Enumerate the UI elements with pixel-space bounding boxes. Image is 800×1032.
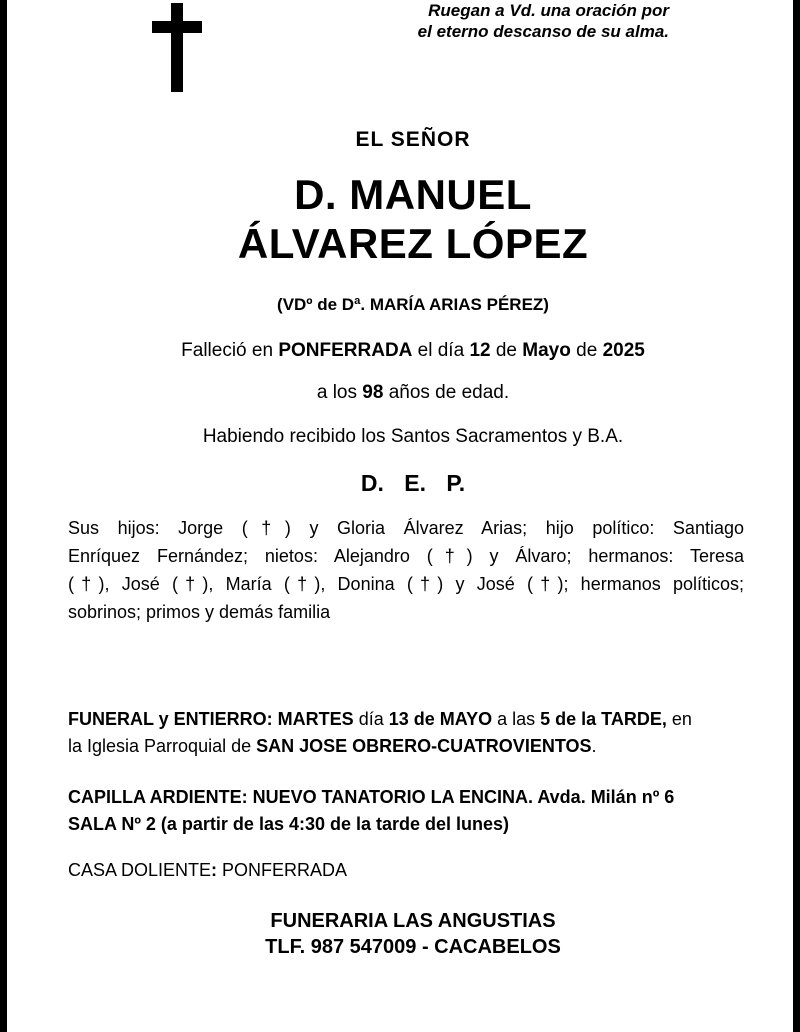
- widow-note: (VDº de Dª. MARÍA ARIAS PÉREZ): [277, 295, 549, 314]
- prayer-request: [0, 0, 669, 42]
- family-line-3: (†), José (†), María (†), Donina (†) y José (†); hermanos políticos;: [68, 574, 744, 594]
- prayer-line-2: el eterno descanso de su alma.: [417, 22, 669, 41]
- funeral-home-phone: TLF. 987 547009 - CACABELOS: [265, 936, 561, 958]
- family-paragraph: [68, 514, 744, 626]
- deceased-name-line2: ÁLVAREZ LÓPEZ: [237, 220, 589, 267]
- deceased-name-line1: D. MANUEL: [294, 171, 532, 218]
- right-border-bar: [793, 0, 800, 1032]
- funeral-line-2: la Iglesia Parroquial de SAN JOSE OBRERO-CUATROVIENTOS.: [68, 736, 597, 756]
- funeral-home-footer: [68, 908, 758, 960]
- age-line: a los 98 años de edad.: [316, 382, 510, 403]
- mourning-house-line: CASA DOLIENTE: PONFERRADA: [68, 860, 348, 880]
- chapel-info: [68, 784, 744, 838]
- dep-abbreviation: D. E. P.: [360, 470, 466, 496]
- left-border-bar: [0, 0, 7, 1032]
- funeral-line-1: FUNERAL y ENTIERRO: MARTES día 13 de MAYO a las 5 de la TARDE, en: [68, 709, 692, 729]
- deceased-name: [68, 170, 758, 268]
- death-info-line: Falleció en PONFERRADA el día 12 de Mayo de 2025: [181, 340, 645, 361]
- prayer-line-1: Ruegan a Vd. una oración por: [428, 1, 669, 20]
- funeral-home-name: FUNERARIA LAS ANGUSTIAS: [270, 910, 556, 932]
- chapel-line-2: SALA Nº 2 (a partir de las 4:30 de la tarde del lunes): [68, 814, 510, 834]
- honorific-title: EL SEÑOR: [355, 128, 471, 151]
- chapel-line-1: CAPILLA ARDIENTE: NUEVO TANATORIO LA ENCINA. Avda. Milán nº 6: [68, 787, 675, 807]
- family-line-4: sobrinos; primos y demás familia: [68, 602, 331, 622]
- family-line-2: Enríquez Fernández; nietos: Alejandro (†) y Álvaro; hermanos: Teresa: [68, 546, 744, 566]
- sacraments-line: Habiendo recibido los Santos Sacramentos y B.A.: [202, 426, 624, 447]
- funeral-info: [68, 706, 744, 760]
- family-line-1: Sus hijos: Jorge (†) y Gloria Álvarez Arias; hijo político: Santiago: [68, 518, 744, 538]
